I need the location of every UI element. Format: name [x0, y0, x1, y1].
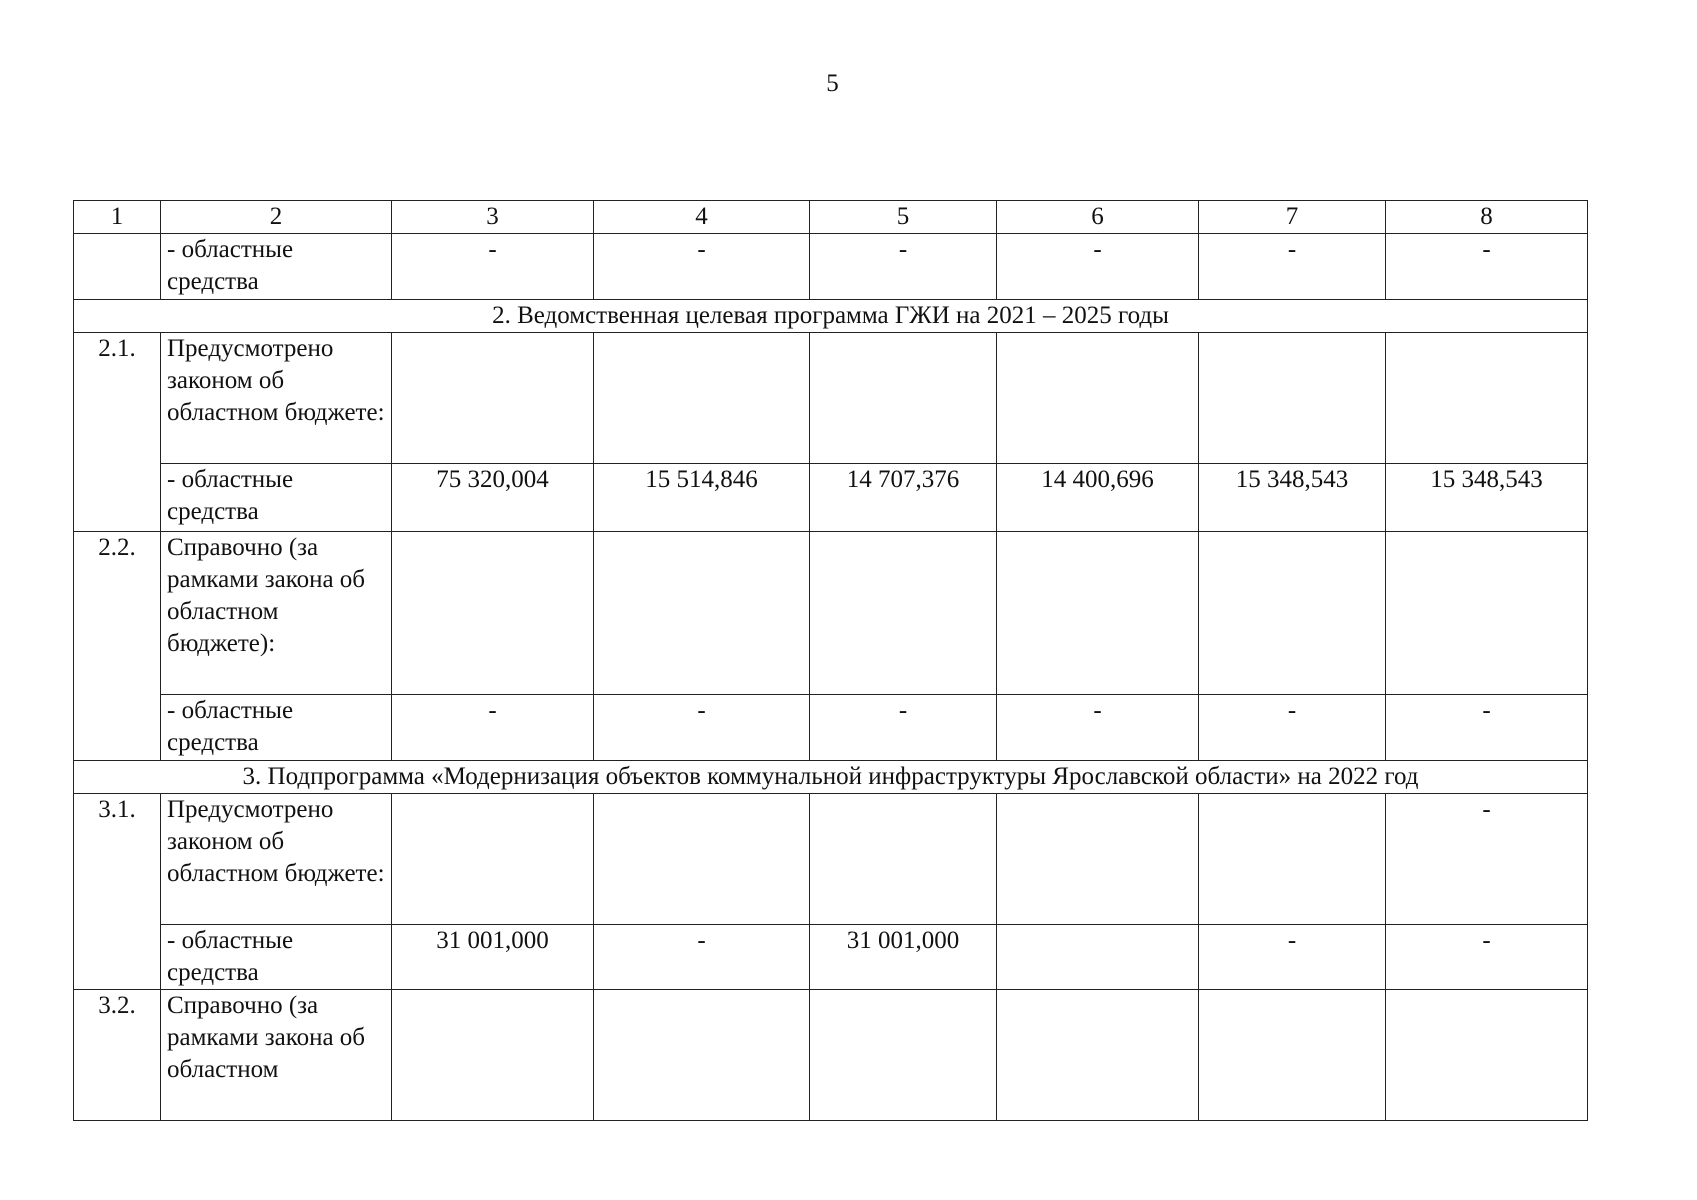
row-number-cell: 2.2. — [74, 532, 161, 761]
value-cell — [997, 925, 1199, 990]
value-cell: - — [1386, 234, 1588, 300]
row-label: Предусмотрено законом об областном бюджете: — [161, 333, 392, 464]
value-cell — [997, 990, 1199, 1121]
header-cell: 7 — [1199, 201, 1386, 234]
value-cell — [1199, 532, 1386, 695]
header-cell: 8 — [1386, 201, 1588, 234]
value-cell: 75 320,004 — [392, 464, 594, 532]
value-cell: - — [810, 234, 997, 300]
section-title: 3. Подпрограмма «Модернизация объектов коммунальной инфраструктуры Ярославской области» на 2022 год — [74, 761, 1588, 794]
header-cell: 2 — [161, 201, 392, 234]
section-row — [74, 300, 1588, 333]
table-row — [74, 333, 1588, 464]
value-cell: - — [1199, 234, 1386, 300]
value-cell — [594, 794, 810, 925]
value-cell — [810, 990, 997, 1121]
row-label: Справочно (за рамками закона об областном — [161, 990, 392, 1121]
value-cell: - — [1199, 695, 1386, 761]
row-number-cell: 3.2. — [74, 990, 161, 1121]
table-row — [74, 925, 1588, 990]
value-cell: 31 001,000 — [810, 925, 997, 990]
value-cell: - — [594, 695, 810, 761]
row-number-cell — [74, 234, 161, 300]
value-cell — [810, 532, 997, 695]
value-cell: 15 348,543 — [1386, 464, 1588, 532]
value-cell — [997, 794, 1199, 925]
budget-table — [73, 200, 1588, 1121]
value-cell — [392, 794, 594, 925]
table-row — [74, 464, 1588, 532]
value-cell — [594, 532, 810, 695]
header-cell: 1 — [74, 201, 161, 234]
value-cell — [1386, 532, 1588, 695]
value-cell: - — [1199, 925, 1386, 990]
value-cell: 14 707,376 — [810, 464, 997, 532]
value-cell — [594, 333, 810, 464]
value-cell: 15 514,846 — [594, 464, 810, 532]
value-cell: 15 348,543 — [1199, 464, 1386, 532]
value-cell — [392, 990, 594, 1121]
value-cell: - — [1386, 925, 1588, 990]
row-number-cell: 2.1. — [74, 333, 161, 532]
value-cell — [392, 532, 594, 695]
row-number-cell: 3.1. — [74, 794, 161, 990]
value-cell: - — [392, 234, 594, 300]
value-cell — [1199, 333, 1386, 464]
table-row — [74, 234, 1588, 300]
table-row — [74, 794, 1588, 925]
value-cell: - — [1386, 695, 1588, 761]
header-cell: 5 — [810, 201, 997, 234]
value-cell: - — [1386, 794, 1588, 925]
page-number: 5 — [826, 70, 839, 97]
row-label: - областные средства — [161, 695, 392, 761]
value-cell: - — [997, 695, 1199, 761]
value-cell: - — [392, 695, 594, 761]
section-row — [74, 761, 1588, 794]
row-label: Справочно (за рамками закона об областном бюджете): — [161, 532, 392, 695]
value-cell — [1386, 333, 1588, 464]
value-cell: - — [997, 234, 1199, 300]
value-cell — [1199, 794, 1386, 925]
row-label: - областные средства — [161, 464, 392, 532]
value-cell — [997, 333, 1199, 464]
row-label: - областные средства — [161, 234, 392, 300]
row-label: - областные средства — [161, 925, 392, 990]
value-cell — [810, 794, 997, 925]
value-cell: - — [594, 234, 810, 300]
row-label: Предусмотрено законом об областном бюджете: — [161, 794, 392, 925]
value-cell — [1386, 990, 1588, 1121]
table-row — [74, 532, 1588, 695]
table-row — [74, 990, 1588, 1121]
table-row — [74, 695, 1588, 761]
value-cell — [997, 532, 1199, 695]
section-title: 2. Ведомственная целевая программа ГЖИ на 2021 – 2025 годы — [74, 300, 1588, 333]
value-cell: - — [594, 925, 810, 990]
value-cell: 14 400,696 — [997, 464, 1199, 532]
header-cell: 3 — [392, 201, 594, 234]
value-cell: 31 001,000 — [392, 925, 594, 990]
value-cell — [392, 333, 594, 464]
value-cell — [594, 990, 810, 1121]
value-cell — [810, 333, 997, 464]
value-cell: - — [810, 695, 997, 761]
value-cell — [1199, 990, 1386, 1121]
header-cell: 4 — [594, 201, 810, 234]
header-row — [74, 201, 1588, 234]
header-cell: 6 — [997, 201, 1199, 234]
